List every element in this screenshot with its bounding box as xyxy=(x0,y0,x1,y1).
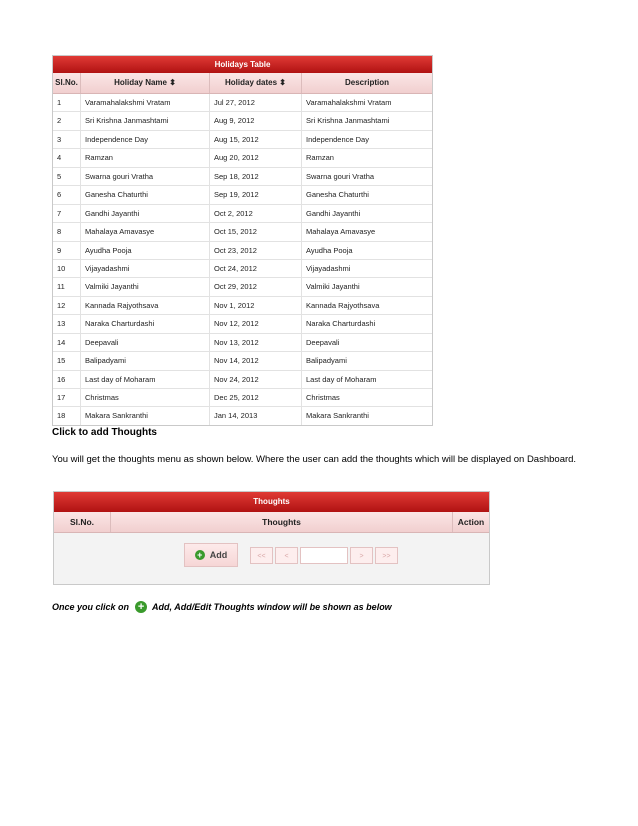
column-header-action[interactable]: Action xyxy=(457,517,485,527)
cell-holiday-name: Naraka Charturdashi xyxy=(81,315,210,332)
cell-slno: 9 xyxy=(53,242,81,259)
cell-description: Balipadyami xyxy=(306,356,347,366)
cell-description: Last day of Moharam xyxy=(306,374,377,384)
pager xyxy=(250,547,400,564)
cell-holiday-date: Jan 14, 2013 xyxy=(210,407,302,424)
cell-holiday-name: Gandhi Jayanthi xyxy=(81,205,210,222)
caption-before: Once you click on xyxy=(52,602,130,612)
cell-holiday-name: Balipadyami xyxy=(81,352,210,369)
cell-holiday-date: Sep 18, 2012 xyxy=(210,168,302,185)
pager-next-button[interactable]: > xyxy=(350,547,373,564)
table-row xyxy=(53,297,432,315)
plus-icon: + xyxy=(195,550,205,560)
holidays-table xyxy=(52,55,433,426)
cell-description: Ganesha Chaturthi xyxy=(306,190,369,200)
table-row xyxy=(53,94,432,112)
cell-slno: 16 xyxy=(53,371,81,388)
cell-holiday-name: Mahalaya Amavasye xyxy=(81,223,210,240)
pager-first-button[interactable]: << xyxy=(250,547,273,564)
cell-description: Ayudha Pooja xyxy=(306,245,353,255)
cell-slno: 13 xyxy=(53,315,81,332)
thoughts-table-body xyxy=(54,533,489,584)
caption-after: Add, Add/Edit Thoughts window will be shown as below xyxy=(152,602,392,612)
cell-holiday-name: Vijayadashmi xyxy=(81,260,210,277)
cell-description: Gandhi Jayanthi xyxy=(306,208,361,218)
cell-slno: 3 xyxy=(53,131,81,148)
thoughts-table-header xyxy=(54,512,489,533)
cell-slno: 12 xyxy=(53,297,81,314)
table-row xyxy=(53,149,432,167)
cell-description: Deepavali xyxy=(306,337,340,347)
cell-holiday-name: Valmiki Jayanthi xyxy=(81,278,210,295)
holidays-table-title: Holidays Table xyxy=(53,56,432,73)
column-header-holiday-dates[interactable]: Holiday dates ⬍ xyxy=(210,73,302,93)
cell-holiday-date: Aug 9, 2012 xyxy=(210,112,302,129)
cell-slno: 17 xyxy=(53,389,81,406)
cell-slno: 4 xyxy=(53,149,81,166)
plus-icon: + xyxy=(135,601,147,613)
cell-holiday-date: Dec 25, 2012 xyxy=(210,389,302,406)
table-row xyxy=(53,352,432,370)
cell-description: Naraka Charturdashi xyxy=(306,319,376,329)
cell-holiday-name: Ganesha Chaturthi xyxy=(81,186,210,203)
table-row xyxy=(53,371,432,389)
column-header-holiday-name[interactable]: Holiday Name ⬍ xyxy=(81,73,210,93)
cell-holiday-date: Nov 24, 2012 xyxy=(210,371,302,388)
table-row xyxy=(53,407,432,424)
cell-description: Independence Day xyxy=(306,134,369,144)
column-header-slno[interactable]: Sl.No. xyxy=(53,73,81,93)
thoughts-panel xyxy=(53,491,490,585)
column-header-description[interactable]: Description xyxy=(344,78,389,87)
cell-holiday-date: Sep 19, 2012 xyxy=(210,186,302,203)
description-paragraph: You will get the thoughts menu as shown below. Where the user can add the thoughts which will be displayed on Dashboard. xyxy=(52,454,577,465)
cell-holiday-name: Swarna gouri Vratha xyxy=(81,168,210,185)
cell-holiday-date: Oct 15, 2012 xyxy=(210,223,302,240)
cell-holiday-name: Kannada Rajyothsava xyxy=(81,297,210,314)
cell-slno: 8 xyxy=(53,223,81,240)
column-header-thoughts[interactable]: Thoughts xyxy=(111,512,453,532)
cell-holiday-date: Nov 1, 2012 xyxy=(210,297,302,314)
table-row xyxy=(53,168,432,186)
cell-holiday-date: Nov 14, 2012 xyxy=(210,352,302,369)
cell-slno: 1 xyxy=(53,94,81,111)
cell-holiday-date: Jul 27, 2012 xyxy=(210,94,302,111)
pager-page-input[interactable] xyxy=(300,547,348,564)
table-row xyxy=(53,131,432,149)
add-button-label: Add xyxy=(209,550,228,560)
cell-holiday-name: Sri Krishna Janmashtami xyxy=(81,112,210,129)
table-row xyxy=(53,260,432,278)
cell-holiday-date: Oct 2, 2012 xyxy=(210,205,302,222)
table-row xyxy=(53,315,432,333)
cell-description: Makara Sankranthi xyxy=(306,411,369,421)
cell-description: Swarna gouri Vratha xyxy=(306,171,375,181)
cell-description: Ramzan xyxy=(306,153,334,163)
pager-prev-button[interactable]: < xyxy=(275,547,298,564)
pager-last-button[interactable]: >> xyxy=(375,547,398,564)
cell-description: Vijayadashmi xyxy=(306,263,351,273)
cell-holiday-name: Deepavali xyxy=(81,334,210,351)
cell-holiday-name: Ayudha Pooja xyxy=(81,242,210,259)
table-row xyxy=(53,334,432,352)
cell-description: Christmas xyxy=(306,393,340,402)
table-row xyxy=(53,223,432,241)
cell-slno: 10 xyxy=(53,260,81,277)
cell-holiday-date: Oct 24, 2012 xyxy=(210,260,302,277)
cell-holiday-name: Varamahalakshmi Vratam xyxy=(81,94,210,111)
cell-description: Mahalaya Amavasye xyxy=(306,227,376,237)
cell-holiday-name: Independence Day xyxy=(81,131,210,148)
cell-description: Kannada Rajyothsava xyxy=(306,300,380,310)
column-header-slno[interactable]: Sl.No. xyxy=(54,512,111,532)
cell-holiday-date: Aug 15, 2012 xyxy=(210,131,302,148)
cell-holiday-date: Nov 13, 2012 xyxy=(210,334,302,351)
cell-slno: 14 xyxy=(53,334,81,351)
cell-slno: 15 xyxy=(53,352,81,369)
table-row xyxy=(53,389,432,407)
cell-slno: 5 xyxy=(53,168,81,185)
cell-slno: 7 xyxy=(53,205,81,222)
section-heading: Click to add Thoughts xyxy=(52,427,157,438)
cell-holiday-date: Aug 20, 2012 xyxy=(210,149,302,166)
table-row xyxy=(53,242,432,260)
cell-holiday-date: Nov 12, 2012 xyxy=(210,315,302,332)
cell-description: Varamahalakshmi Vratam xyxy=(306,98,392,107)
cell-description: Valmiki Jayanthi xyxy=(306,282,360,292)
cell-holiday-date: Oct 23, 2012 xyxy=(210,242,302,259)
table-row xyxy=(53,205,432,223)
cell-holiday-name: Ramzan xyxy=(81,149,210,166)
table-row xyxy=(53,186,432,204)
cell-description: Sri Krishna Janmashtami xyxy=(306,116,390,126)
cell-holiday-date: Oct 29, 2012 xyxy=(210,278,302,295)
add-thought-button[interactable] xyxy=(184,543,238,567)
holidays-table-header xyxy=(53,73,432,94)
table-row xyxy=(53,112,432,130)
cell-holiday-name: Last day of Moharam xyxy=(81,371,210,388)
holidays-table-body xyxy=(53,94,432,425)
cell-holiday-name: Makara Sankranthi xyxy=(81,407,210,424)
cell-slno: 6 xyxy=(53,186,81,203)
caption xyxy=(52,601,392,613)
table-row xyxy=(53,278,432,296)
cell-slno: 18 xyxy=(53,407,81,424)
cell-slno: 2 xyxy=(53,112,81,129)
cell-slno: 11 xyxy=(53,278,81,295)
thoughts-panel-title: Thoughts xyxy=(54,492,489,512)
cell-holiday-name: Christmas xyxy=(81,389,210,406)
